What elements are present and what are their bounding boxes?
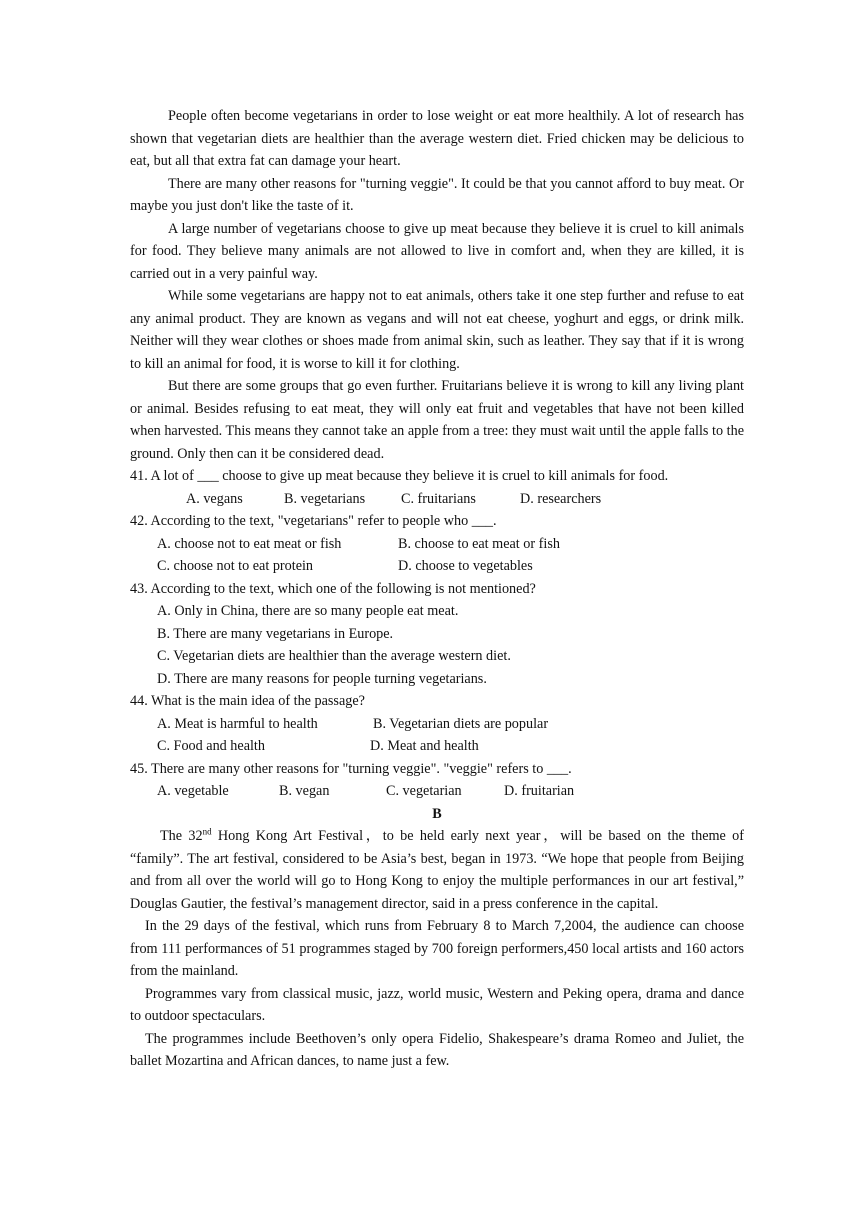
question-45-option-c: C. vegetarian — [386, 783, 462, 799]
passage-a-paragraph-2: There are many other reasons for "turning veggie". It could be that you cannot afford to buy meat. Or maybe you just don't like the taste of it. — [130, 175, 744, 214]
question-41-option-d: D. researchers — [520, 490, 602, 507]
passage-a-paragraph-3: A large number of vegetarians choose to give up meat because they believe it is cruel to kill animals for food. They believe many animals are not allowed to live in comfort and, when they are killed, it is carried out in a very painful way. — [130, 220, 744, 282]
question-44-stem: 44. What is the main idea of the passage? — [130, 693, 365, 709]
question-45-stem: 45. There are many other reasons for "turning veggie". "veggie" refers to ___. — [130, 760, 572, 777]
question-43-option-d: D. There are many reasons for people turning vegetarians. — [157, 670, 487, 687]
question-45-option-a: A. vegetable — [157, 783, 229, 799]
document-page — [130, 105, 744, 1073]
question-43-option-a: A. Only in China, there are so many people eat meat. — [157, 603, 459, 619]
question-42-option-d: D. choose to vegetables — [398, 558, 533, 574]
question-42-option-b: B. choose to eat meat or fish — [398, 535, 560, 552]
passage-a-paragraph-1: People often become vegetarians in order to lose weight or eat more healthily. A lot of research has shown that vegetarian diets are healthier than the average western diet. Fried chicken may be delicious to eat, but all that extra fat can damage your heart. — [130, 108, 744, 169]
passage-b-paragraph-4: The programmes include Beethoven’s only opera Fidelio, Shakespeare’s drama Romeo and Juliet, the ballet Mozartina and African dances, to name just a few. — [130, 1030, 744, 1069]
passage-b-paragraph-3: Programmes vary from classical music, jazz, world music, Western and Peking opera, drama and dance to outdoor spectaculars. — [130, 985, 744, 1024]
passage-b-p1-start: The 32 — [160, 828, 203, 844]
passage-a-paragraph-4: While some vegetarians are happy not to eat animals, others take it one step further and refuse to eat any animal product. They are known as vegans and will not eat cheese, yoghurt and eggs, or drink milk. Neither will they wear clothes or shoes made from animal skin, such as leather. They say that if it is wrong to kill an animal for food, it is worse to kill it for clothing. — [130, 288, 744, 372]
question-43-option-c: C. Vegetarian diets are healthier than the average western diet. — [157, 648, 511, 664]
question-45-option-b: B. vegan — [279, 783, 330, 799]
question-44-options-row-2 — [130, 735, 744, 758]
question-45-option-d: D. fruitarian — [504, 783, 575, 799]
passage-b-paragraph-2: In the 29 days of the festival, which runs from February 8 to March 7,2004, the audience can choose from 111 performances of 51 programmes staged by 700 foreign performers,450 local artists and 160 actors from the mainland. — [130, 918, 744, 979]
question-43-stem: 43. According to the text, which one of the following is not mentioned? — [130, 580, 536, 597]
question-41-stem: 41. A lot of ___ choose to give up meat because they believe it is cruel to kill animals for food. — [130, 468, 669, 484]
question-41-option-b: B. vegetarians — [284, 490, 366, 507]
question-42-options-row-1 — [130, 533, 744, 556]
passage-a-paragraph-5: But there are some groups that go even further. Fruitarians believe it is wrong to kill any living plant or animal. Besides refusing to eat meat, they will only eat fruit and vegetables that have not been killed when harvested. This means they cannot take an apple from a tree: they must wait until the apple falls to the ground. Only then can it be considered dead. — [130, 378, 744, 462]
question-44-option-c: C. Food and health — [157, 738, 265, 754]
question-42-option-a: A. choose not to eat meat or fish — [157, 535, 342, 552]
question-44-option-b: B. Vegetarian diets are popular — [373, 715, 549, 732]
question-43-option-b: B. There are many vegetarians in Europe. — [157, 625, 394, 642]
passage-b-p1-rest: Hong Kong Art Festival，to be held early next year，will be based on the theme of “family”. The art festival, considered to be Asia’s best, began in 1973. “We hope that people from Beijing and from all over the world will go to Hong Kong to enjoy the multiple performances in our art festival,” Douglas Gautier, the festival’s management director, said in a press conference in the capital. — [130, 828, 744, 912]
section-heading-b: B — [432, 805, 442, 822]
question-42-option-c: C. choose not to eat protein — [157, 558, 314, 574]
question-42-options-row-2 — [130, 555, 744, 578]
question-44-option-a: A. Meat is harmful to health — [157, 715, 318, 732]
passage-b-paragraph-1 — [130, 825, 744, 915]
question-44-options-row-1 — [130, 713, 744, 736]
question-41-option-a: A. vegans — [186, 490, 243, 507]
question-41-options — [130, 488, 744, 511]
ordinal-superscript: nd — [202, 826, 212, 837]
question-44-option-d: D. Meat and health — [370, 738, 479, 754]
question-41-option-c: C. fruitarians — [401, 490, 476, 507]
question-45-options — [130, 780, 744, 803]
question-42-stem: 42. According to the text, "vegetarians" refer to people who ___. — [130, 513, 497, 529]
